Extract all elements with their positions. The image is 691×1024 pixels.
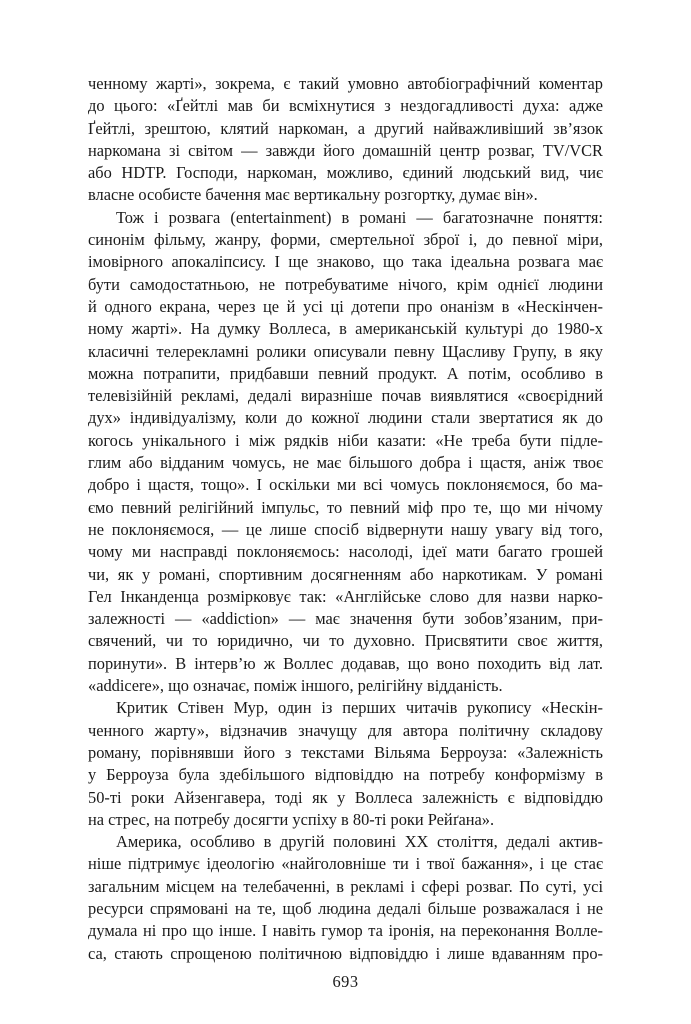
text-line: власне особисте бачення має вертикальну розгортку, думає він». xyxy=(88,185,538,205)
text-line: на стрес, на потребу досягти успіху в 80-ті роки Рейґана». xyxy=(88,809,495,829)
text-line: роману, порівнявши його з текстами Вільяма Берроуза: «Залежність xyxy=(88,742,603,762)
paragraph xyxy=(88,697,603,831)
paragraph xyxy=(88,73,603,207)
text-line: думала ні про що інше. І навіть гумор та іронія, на переконання Волле- xyxy=(88,921,603,941)
text-line: Тож і розвага (entertainment) в романі — багатозначне поняття: xyxy=(116,207,603,227)
text-line: добро і щастя, тощо». І оскільки ми всі чомусь поклоняємося, бо ма- xyxy=(88,475,603,495)
text-line: «addicere», що означає, поміж іншого, релігійну відданість. xyxy=(88,676,503,696)
text-line: ченному жарті», зокрема, є такий умовно автобіографічний коментар xyxy=(88,74,603,93)
text-line: Критик Стівен Мур, один із перших читачів рукопису «Нескін- xyxy=(116,698,603,718)
paragraph xyxy=(88,831,603,965)
text-line: у Берроуза була здебільшого відповіддю на потребу конформізму в xyxy=(88,765,603,785)
text-line: ніше підтримує ідеологію «найголовніше ти і твої бажання», і це стає xyxy=(88,854,603,874)
text-line: загальним місцем на телебаченні, в рекламі і сфері розваг. По суті, усі xyxy=(88,876,603,896)
text-line: глим або відданим чомусь, не має більшого добра і щастя, аніж твоє xyxy=(88,453,603,473)
text-line: або HDTP. Господи, наркоман, можливо, єдиний людський вид, чиє xyxy=(88,163,603,183)
text-line: можна потрапити, придбавши певний продукт. А потім, особливо в xyxy=(88,363,603,383)
page-number: 693 xyxy=(332,972,359,991)
text-line: й одного екрана, через це й усі ці дотепи про онанізм в «Нескінчен- xyxy=(88,296,603,316)
text-line: ному жарті». На думку Воллеса, в американській культурі до 1980-х xyxy=(88,319,603,339)
text-line: синонім фільму, жанру, форми, смертельної зброї і, до певної міри, xyxy=(88,230,603,250)
text-line: класичні телерекламні ролики описували певну Щасливу Групу, в яку xyxy=(88,341,603,361)
text-line: не поклоняємося, — це лише спосіб відвернути нашу увагу від того, xyxy=(88,519,603,539)
text-line: са, стають спрощеною політичною відповіддю і лише вдаванням про- xyxy=(88,943,603,963)
text-line: Гел Інканденца розмірковує так: «Англійське слово для назви нарко- xyxy=(88,586,603,606)
text-line: телевізійній рекламі, дедалі виразніше почав виявлятися «своєрідний xyxy=(88,386,603,406)
text-line: залежності — «addiction» — має значення бути зобов’язаним, при- xyxy=(88,609,603,629)
text-line: ресурси спрямовані на те, щоб людина дедалі більше розважалася і не xyxy=(88,898,603,918)
text-line: імовірного апокаліпсису. І ще знаково, що така ідеальна розвага має xyxy=(88,252,603,272)
text-line: ченного жарту», відзначив значущу для автора політичну складову xyxy=(88,720,603,740)
text-line: Америка, особливо в другій половині XX століття, дедалі актив- xyxy=(116,832,603,852)
text-line: ємо певний релігійний імпульс, то певний міф про те, що ми нічому xyxy=(88,497,603,517)
text-line: когось унікального і між рядків ніби казати: «Не треба бути підле- xyxy=(88,430,603,450)
text-line: дух» індивідуалізму, коли до кожної людини стали звертатися як до xyxy=(88,408,603,428)
body-text xyxy=(88,73,603,965)
text-line: 50-ті роки Айзенгавера, тоді як у Воллеса залежність є відповіддю xyxy=(88,787,603,807)
text-line: наркомана зі світом — завжди його домашній центр розваг, TV/VCR xyxy=(88,140,603,160)
text-line: поринути». В інтерв’ю ж Воллес додавав, що воно походить від лат. xyxy=(88,653,603,673)
text-line: свячений, чи то юридично, чи то духовно. Присвятити своє життя, xyxy=(88,631,603,651)
text-line: чи, як у романі, спортивним досягненням або наркотикам. У романі xyxy=(88,564,603,584)
text-line: чому ми насправді поклоняємось: насолоді, ідеї мати багато грошей xyxy=(88,542,603,562)
text-line: до цього: «Ґейтлі мав би всміхнутися з нездогадливості духа: адже xyxy=(88,96,603,116)
paragraph xyxy=(88,207,603,698)
text-line: Ґейтлі, зрештою, клятий наркоман, а другий найважливіший зв’язок xyxy=(88,118,603,138)
text-line: бути самодостатньою, не потребуватиме нічого, крім однієї людини xyxy=(88,274,603,294)
